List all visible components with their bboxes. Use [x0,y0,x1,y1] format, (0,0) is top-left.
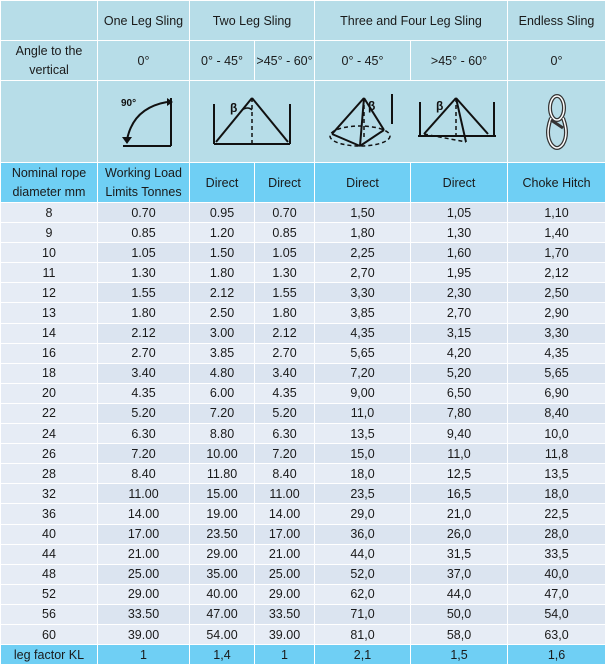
load-value-cell: 5,20 [411,363,508,383]
leg-factor-two-low: 1,4 [190,645,255,665]
rope-diameter-cell: 28 [1,464,98,484]
table-row [1,484,605,504]
load-value-cell: 8.40 [255,464,315,484]
load-value-cell: 23,5 [315,484,411,504]
load-value-cell: 1.30 [255,263,315,283]
table-row [1,383,605,403]
table-row [1,424,605,444]
load-value-cell: 33,5 [508,544,605,564]
table-row [1,584,605,604]
load-value-cell: 6.30 [255,424,315,444]
load-value-cell: 44,0 [411,584,508,604]
load-value-cell: 5.20 [98,403,190,423]
load-value-cell: 11.00 [255,484,315,504]
load-value-cell: 25.00 [98,564,190,584]
load-value-cell: 13,5 [508,464,605,484]
load-value-cell: 4.35 [255,383,315,403]
load-value-cell: 13,5 [315,424,411,444]
load-value-cell: 4.35 [98,383,190,403]
load-value-cell: 14.00 [255,504,315,524]
load-value-cell: 19.00 [190,504,255,524]
load-value-cell: 23.50 [190,524,255,544]
load-value-cell: 33.50 [98,604,190,624]
load-value-cell: 11,8 [508,444,605,464]
svg-text:β: β [230,101,237,115]
rope-diameter-cell: 12 [1,283,98,303]
load-value-cell: 54.00 [190,624,255,644]
load-value-cell: 0.95 [190,203,255,223]
load-value-cell: 0.85 [255,223,315,243]
load-value-cell: 1,30 [411,223,508,243]
load-value-cell: 1.05 [98,243,190,263]
load-value-cell: 5.20 [255,403,315,423]
load-value-cell: 1,50 [315,203,411,223]
load-value-cell: 1.80 [98,303,190,323]
load-value-cell: 6.30 [98,424,190,444]
load-value-cell: 6,90 [508,383,605,403]
load-value-cell: 1.50 [190,243,255,263]
col-wll: Working Load Limits Tonnes [98,163,190,203]
load-value-cell: 4,20 [411,343,508,363]
load-value-cell: 7,20 [315,363,411,383]
group-two-leg: Two Leg Sling [190,1,315,41]
load-value-cell: 2,12 [508,263,605,283]
rope-diameter-cell: 36 [1,504,98,524]
load-value-cell: 2,30 [411,283,508,303]
load-value-cell: 1.80 [255,303,315,323]
table-row [1,323,605,343]
load-value-cell: 63,0 [508,624,605,644]
rope-diameter-cell: 44 [1,544,98,564]
load-value-cell: 12,5 [411,464,508,484]
angle-multi-leg-low: 0° - 45° [315,41,411,81]
load-value-cell: 4.80 [190,363,255,383]
table-row [1,283,605,303]
load-value-cell: 29,0 [315,504,411,524]
col-choke-hitch: Choke Hitch [508,163,605,203]
load-value-cell: 2.70 [255,343,315,363]
load-value-cell: 7.20 [255,444,315,464]
load-value-cell: 14.00 [98,504,190,524]
leg-factor-endless: 1,6 [508,645,605,665]
rope-diameter-cell: 8 [1,203,98,223]
load-value-cell: 47.00 [190,604,255,624]
table-row [1,303,605,323]
table-row [1,363,605,383]
load-value-cell: 18,0 [508,484,605,504]
load-value-cell: 29.00 [190,544,255,564]
table-row [1,223,605,243]
rope-diameter-cell: 13 [1,303,98,323]
load-value-cell: 21.00 [255,544,315,564]
col-direct-multi-high: Direct [411,163,508,203]
load-value-cell: 5,65 [315,343,411,363]
load-value-cell: 1,05 [411,203,508,223]
rope-diameter-cell: 24 [1,424,98,444]
table-row [1,203,605,223]
rope-diameter-cell: 20 [1,383,98,403]
load-value-cell: 36,0 [315,524,411,544]
two-leg-diagram [190,81,315,163]
angle-multi-leg-high: >45° - 60° [411,41,508,81]
load-value-cell: 3.40 [255,363,315,383]
table-row [1,604,605,624]
load-value-cell: 1,70 [508,243,605,263]
load-value-cell: 9,40 [411,424,508,444]
load-value-cell: 3.85 [190,343,255,363]
rope-diameter-cell: 60 [1,624,98,644]
load-value-cell: 2.50 [190,303,255,323]
load-value-cell: 11.80 [190,464,255,484]
load-value-cell: 17.00 [255,524,315,544]
load-value-cell: 21.00 [98,544,190,564]
table-row [1,343,605,363]
load-value-cell: 0.70 [98,203,190,223]
table-row [1,544,605,564]
load-value-cell: 8.80 [190,424,255,444]
svg-text:β: β [368,99,375,113]
load-value-cell: 1,40 [508,223,605,243]
load-value-cell: 7.20 [98,444,190,464]
load-value-cell: 1.20 [190,223,255,243]
load-value-cell: 3,15 [411,323,508,343]
table-row [1,403,605,423]
load-value-cell: 2,90 [508,303,605,323]
load-value-cell: 28,0 [508,524,605,544]
col-direct-two-low: Direct [190,163,255,203]
load-value-cell: 2.12 [190,283,255,303]
load-value-cell: 40,0 [508,564,605,584]
load-value-cell: 1.55 [98,283,190,303]
rope-diameter-cell: 18 [1,363,98,383]
table-body [1,203,605,645]
group-endless: Endless Sling [508,1,605,41]
one-leg-diagram [98,81,190,163]
group-three-four-leg: Three and Four Leg Sling [315,1,508,41]
col-direct-multi-low: Direct [315,163,411,203]
leg-factor-multi-low: 2,1 [315,645,411,665]
load-value-cell: 1.55 [255,283,315,303]
load-value-cell: 35.00 [190,564,255,584]
load-value-cell: 37,0 [411,564,508,584]
group-one-leg: One Leg Sling [98,1,190,41]
load-value-cell: 8.40 [98,464,190,484]
load-value-cell: 2,50 [508,283,605,303]
rope-diameter-cell: 40 [1,524,98,544]
rope-diameter-cell: 56 [1,604,98,624]
rope-diameter-cell: 26 [1,444,98,464]
load-value-cell: 18,0 [315,464,411,484]
rope-diameter-cell: 16 [1,343,98,363]
endless-sling-diagram [508,81,605,163]
table-row [1,504,605,524]
load-value-cell: 31,5 [411,544,508,564]
rope-diameter-cell: 22 [1,403,98,423]
load-value-cell: 15,0 [315,444,411,464]
load-value-cell: 50,0 [411,604,508,624]
leg-factor-label: leg factor KL [1,645,98,665]
angle-two-leg-low: 0° - 45° [190,41,255,81]
load-value-cell: 3.40 [98,363,190,383]
load-value-cell: 25.00 [255,564,315,584]
load-value-cell: 9,00 [315,383,411,403]
load-value-cell: 1.30 [98,263,190,283]
load-value-cell: 62,0 [315,584,411,604]
load-value-cell: 21,0 [411,504,508,524]
leg-factor-two-high: 1 [255,645,315,665]
load-value-cell: 3,85 [315,303,411,323]
load-value-cell: 1,60 [411,243,508,263]
load-value-cell: 10.00 [190,444,255,464]
corner-cell [1,1,98,41]
load-value-cell: 0.85 [98,223,190,243]
table-row [1,564,605,584]
load-value-cell: 3,30 [315,283,411,303]
angle-one-leg: 0° [98,41,190,81]
load-value-cell: 4,35 [315,323,411,343]
svg-text:β: β [436,99,443,113]
table-row [1,243,605,263]
rope-diameter-cell: 32 [1,484,98,504]
load-value-cell: 2.12 [255,323,315,343]
load-value-cell: 2,70 [411,303,508,323]
load-value-cell: 7.20 [190,403,255,423]
load-value-cell: 44,0 [315,544,411,564]
load-value-cell: 17.00 [98,524,190,544]
load-value-cell: 26,0 [411,524,508,544]
load-value-cell: 1,95 [411,263,508,283]
angle-label: Angle to the vertical [1,41,98,81]
load-value-cell: 29.00 [255,584,315,604]
table-row [1,624,605,644]
load-value-cell: 40.00 [190,584,255,604]
diagram-blank [1,81,98,163]
load-value-cell: 47,0 [508,584,605,604]
load-value-cell: 54,0 [508,604,605,624]
load-value-cell: 1,80 [315,223,411,243]
leg-factor-multi-high: 1,5 [411,645,508,665]
load-value-cell: 1.80 [190,263,255,283]
table-row [1,524,605,544]
load-value-cell: 2,70 [315,263,411,283]
rope-diameter-cell: 9 [1,223,98,243]
table-row [1,444,605,464]
load-value-cell: 8,40 [508,403,605,423]
load-value-cell: 39.00 [98,624,190,644]
load-value-cell: 11.00 [98,484,190,504]
load-value-cell: 2.70 [98,343,190,363]
load-value-cell: 2,25 [315,243,411,263]
table-row [1,263,605,283]
load-value-cell: 4,35 [508,343,605,363]
load-value-cell: 15.00 [190,484,255,504]
load-value-cell: 6.00 [190,383,255,403]
load-value-cell: 5,65 [508,363,605,383]
load-value-cell: 1,10 [508,203,605,223]
load-value-cell: 11,0 [411,444,508,464]
multi-leg-diagrams [315,81,508,163]
load-value-cell: 3,30 [508,323,605,343]
load-value-cell: 33.50 [255,604,315,624]
load-value-cell: 3.00 [190,323,255,343]
rope-diameter-cell: 10 [1,243,98,263]
load-value-cell: 29.00 [98,584,190,604]
load-value-cell: 22,5 [508,504,605,524]
col-direct-two-high: Direct [255,163,315,203]
load-value-cell: 58,0 [411,624,508,644]
load-value-cell: 39.00 [255,624,315,644]
leg-factor-one-leg: 1 [98,645,190,665]
load-value-cell: 0.70 [255,203,315,223]
rope-diameter-cell: 52 [1,584,98,604]
load-value-cell: 52,0 [315,564,411,584]
load-value-cell: 81,0 [315,624,411,644]
load-value-cell: 10,0 [508,424,605,444]
table-row [1,464,605,484]
load-value-cell: 16,5 [411,484,508,504]
load-value-cell: 2.12 [98,323,190,343]
svg-text:90°: 90° [121,98,136,109]
angle-endless: 0° [508,41,605,81]
rope-diameter-cell: 14 [1,323,98,343]
load-value-cell: 11,0 [315,403,411,423]
load-value-cell: 6,50 [411,383,508,403]
load-value-cell: 71,0 [315,604,411,624]
load-value-cell: 7,80 [411,403,508,423]
col-nominal-diameter: Nominal rope diameter mm [1,163,98,203]
angle-two-leg-high: >45° - 60° [255,41,315,81]
rope-diameter-cell: 48 [1,564,98,584]
rope-diameter-cell: 11 [1,263,98,283]
load-value-cell: 1.05 [255,243,315,263]
